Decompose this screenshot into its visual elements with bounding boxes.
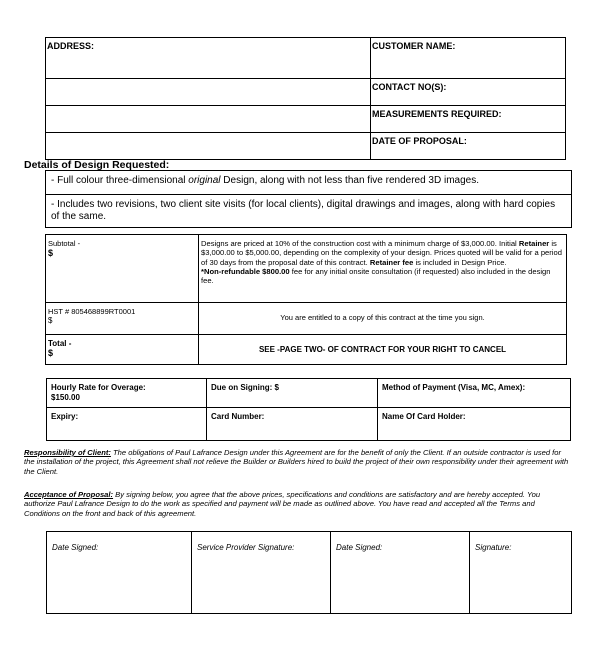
design-heading: Details of Design Requested: — [24, 159, 170, 171]
due-on-signing-field[interactable] — [207, 379, 378, 408]
hst-currency: $ — [48, 316, 53, 325]
design-item-2: - Includes two revisions, two client site visits (for local clients), digital drawings and images, along with hard copies of the same. — [46, 195, 572, 228]
contact-field[interactable] — [371, 79, 566, 106]
card-number-label: Card Number: — [211, 412, 265, 421]
total-currency: $ — [48, 348, 54, 358]
total-label: Total - — [48, 339, 72, 348]
payment-method-field[interactable] — [378, 379, 571, 408]
pricing-table — [45, 234, 567, 365]
date-signed-label: Date Signed: — [52, 543, 99, 552]
see-page-two-notice: SEE -PAGE TWO- OF CONTRACT FOR YOUR RIGHT TO CANCEL — [199, 335, 567, 365]
client-date-signed-label: Date Signed: — [336, 543, 383, 552]
subtotal-label: Subtotal - — [48, 239, 81, 248]
client-info-table — [45, 37, 566, 160]
responsibility-paragraph: Responsibility of Client: The obligations of Paul Lafrance Design under this Agreement are for the benefit of only the Client. If an outside contractor is used for the installation of the project, this Agreement shall not relieve the Builder or Builders hired to build the project of their own responsibility under their agreement with the Client. — [24, 448, 569, 476]
acceptance-paragraph: Acceptance of Proposal: By signing below, you agree that the above prices, specifications and conditions are satisfactory and are hereby accepted. You authorize Paul Lafrance Design to do the work as specified and payment will be made as outlined above. You have read and accepted all the Terms and Conditions on the front and back of this agreement. — [24, 490, 541, 518]
provider-signature-field[interactable] — [192, 532, 331, 614]
measurements-field[interactable] — [371, 106, 566, 133]
contact-label: CONTACT NO(S): — [372, 82, 447, 92]
card-number-field[interactable] — [207, 408, 378, 441]
hst-label: HST # 805468899RT0001 — [48, 307, 136, 316]
subtotal-field[interactable] — [46, 235, 199, 303]
client-signature-label: Signature: — [475, 543, 512, 552]
customer-name-label: CUSTOMER NAME: — [372, 41, 456, 51]
address-line-2-field[interactable] — [46, 79, 371, 106]
date-proposal-field[interactable] — [371, 133, 566, 160]
hourly-rate-field — [47, 379, 207, 408]
address-label: ADDRESS: — [47, 41, 95, 51]
design-details-table — [45, 170, 572, 228]
customer-name-field[interactable] — [371, 38, 566, 79]
address-line-4-field[interactable] — [46, 133, 371, 160]
address-field[interactable] — [46, 38, 371, 79]
hourly-rate-value: $150.00 — [51, 392, 80, 402]
expiry-field[interactable] — [47, 408, 207, 441]
card-holder-field[interactable] — [378, 408, 571, 441]
hourly-rate-label: Hourly Rate for Overage: — [51, 383, 146, 392]
design-item-1: - Full colour three-dimensional original Design, along with not less than five rendered 3D images. — [46, 171, 572, 195]
expiry-label: Expiry: — [51, 412, 79, 421]
date-proposal-label: DATE OF PROPOSAL: — [372, 136, 467, 146]
total-field[interactable] — [46, 335, 199, 365]
responsibility-label: Responsibility of Client: — [24, 448, 111, 457]
signatures-table — [46, 531, 572, 614]
client-date-signed-field[interactable] — [331, 532, 470, 614]
pricing-terms: Designs are priced at 10% of the construction cost with a minimum charge of $3,000.00. Initial Retainer is $3,000.00 to $5,000.00, depending on the complexity of your design. Prices quoted will be valid for a period of 30 days from the proposal date of this contract. Retainer fee is included in Design Price. *Non-refundable $800.00 fee for any initial onsite consultation (if requested) also included in the design fee. — [199, 235, 567, 303]
payment-method-label: Method of Payment (Visa, MC, Amex): — [382, 383, 526, 392]
due-on-signing-label: Due on Signing: $ — [211, 383, 279, 392]
card-holder-label: Name Of Card Holder: — [382, 412, 466, 421]
hst-field[interactable] — [46, 303, 199, 335]
provider-signature-label: Service Provider Signature: — [197, 543, 295, 552]
address-line-3-field[interactable] — [46, 106, 371, 133]
date-signed-field[interactable] — [47, 532, 192, 614]
design-item-1-emphasis: original — [188, 175, 221, 186]
subtotal-currency: $ — [48, 248, 54, 258]
payment-table — [46, 378, 571, 441]
measurements-label: MEASUREMENTS REQUIRED: — [372, 109, 502, 119]
client-signature-field[interactable] — [470, 532, 572, 614]
acceptance-label: Acceptance of Proposal: — [24, 490, 114, 499]
copy-note: You are entitled to a copy of this contract at the time you sign. — [199, 303, 567, 335]
